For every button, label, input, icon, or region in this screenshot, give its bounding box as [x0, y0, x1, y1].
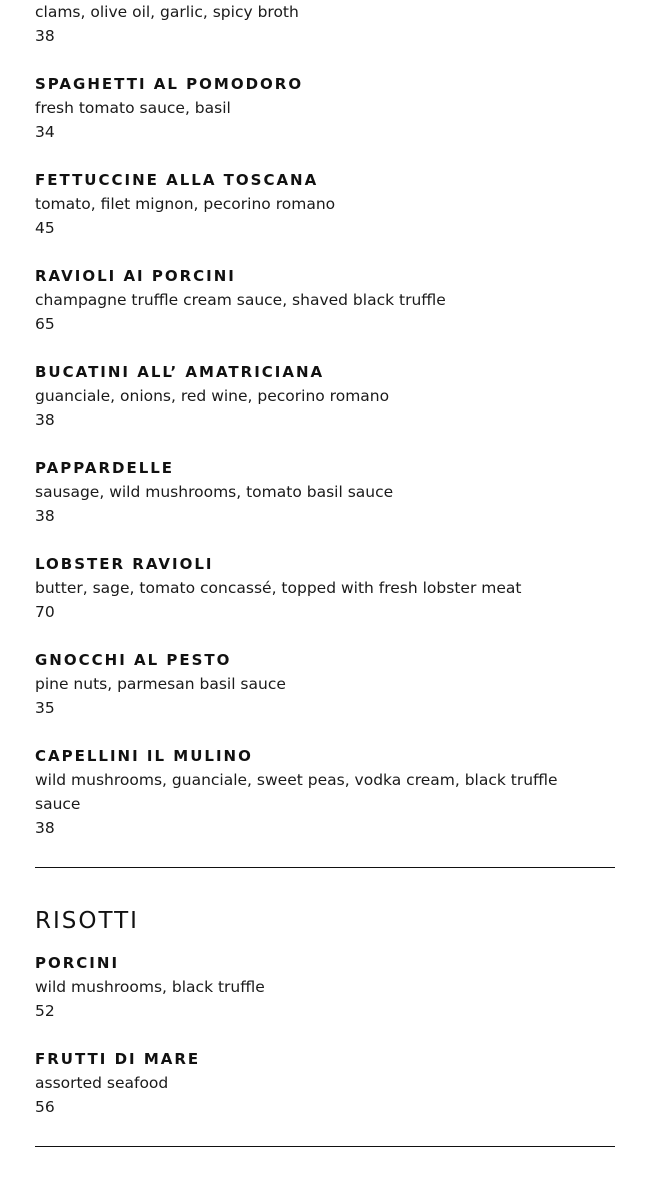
menu-item — [35, 168, 615, 240]
item-price: 38 — [35, 27, 55, 45]
item-price: 38 — [35, 411, 55, 429]
item-description: wild mushrooms, black truffle — [35, 978, 265, 996]
section-title: RISOTTI — [35, 908, 139, 934]
item-name: GNOCCHI AL PESTO — [35, 651, 232, 669]
item-price: 38 — [35, 507, 55, 525]
item-description: butter, sage, tomato concassé, topped with fresh lobster meat — [35, 579, 522, 597]
item-price: 35 — [35, 699, 55, 717]
pasta-item-list — [35, 72, 615, 840]
item-name: RAVIOLI AI PORCINI — [35, 267, 236, 285]
item-name: FETTUCCINE ALLA TOSCANA — [35, 171, 319, 189]
item-price: 70 — [35, 603, 55, 621]
item-name: CAPELLINI IL MULINO — [35, 747, 253, 765]
item-name: LOBSTER RAVIOLI — [35, 555, 214, 573]
menu-page — [35, 0, 615, 1147]
menu-item — [35, 1047, 615, 1119]
item-price: 56 — [35, 1098, 55, 1116]
menu-item — [35, 264, 615, 336]
section-divider — [35, 1146, 615, 1147]
menu-item — [35, 456, 615, 528]
item-name: PORCINI — [35, 954, 120, 972]
section-divider — [35, 867, 615, 868]
item-price: 38 — [35, 819, 55, 837]
partial-menu-item — [35, 0, 615, 48]
item-price: 52 — [35, 1002, 55, 1020]
item-name: FRUTTI DI MARE — [35, 1050, 201, 1068]
menu-item — [35, 360, 615, 432]
menu-item — [35, 951, 615, 1023]
item-price: 45 — [35, 219, 55, 237]
item-description: clams, olive oil, garlic, spicy broth — [35, 3, 299, 21]
item-description: assorted seafood — [35, 1074, 169, 1092]
risotti-item-list — [35, 951, 615, 1119]
item-description: wild mushrooms, guanciale, sweet peas, vodka cream, black truffle sauce — [35, 771, 558, 813]
item-description: sausage, wild mushrooms, tomato basil sauce — [35, 483, 394, 501]
menu-item — [35, 72, 615, 144]
menu-item — [35, 552, 615, 624]
item-name: BUCATINI ALL’ AMATRICIANA — [35, 363, 325, 381]
item-description: tomato, filet mignon, pecorino romano — [35, 195, 336, 213]
item-description: fresh tomato sauce, basil — [35, 99, 231, 117]
item-price: 65 — [35, 315, 55, 333]
item-description: guanciale, onions, red wine, pecorino romano — [35, 387, 390, 405]
item-price: 34 — [35, 123, 55, 141]
item-name: SPAGHETTI AL POMODORO — [35, 75, 304, 93]
menu-item — [35, 744, 615, 840]
item-description: pine nuts, parmesan basil sauce — [35, 675, 286, 693]
item-description: champagne truffle cream sauce, shaved black truffle — [35, 291, 446, 309]
item-name: PAPPARDELLE — [35, 459, 175, 477]
menu-item — [35, 648, 615, 720]
